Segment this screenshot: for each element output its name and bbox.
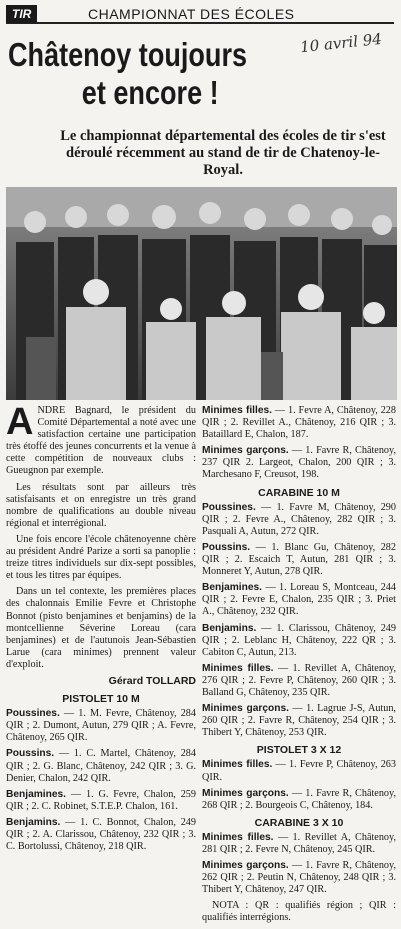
results-carabine-10m-title: CARABINE 10 M — [258, 486, 340, 499]
article-column-right — [202, 405, 396, 929]
results-note: NOTA : QR : qualifiés région ; QIR : qualifiés interrégions. — [202, 900, 396, 924]
result-entry: Poussines. — 1. M. Fevre, Châtenoy, 284 QIR ; 2. Dumont, Autun, 279 QIR ; A. Fevre, Châtenoy, 265 QIR. — [6, 708, 196, 744]
result-entry: Minimes garçons. — 1. Favre R, Châtenoy, 262 QIR ; 2. Peutin N, Châtenoy, 248 QIR ; 3. Thibert Y, Châtenoy, 247 QIR. — [202, 860, 396, 896]
result-entry: Poussins. — 1. Blanc Gu, Châtenoy, 282 QIR ; 2. Escaich T, Autun, 281 QIR ; 3. Monneret Y, Autun, 278 QIR. — [202, 541, 396, 578]
paragraph-2: Les résultats sont par ailleurs très satisfaisants et on enregistre un très grand nombre de qualifications au double niveau régional et interrégional. — [6, 481, 196, 529]
section-tag: TIR — [6, 5, 37, 23]
author-signature: Gérard TOLLARD — [108, 674, 196, 687]
results-pistolet-3x12-title: PISTOLET 3 X 12 — [256, 744, 342, 757]
paragraph-1: ANDRE Bagnard, le président du Comité Départemental a noté avec une satisfaction certaine une participation très étoffé des jeunes concurrents et la venue à cette compétition de nouveaux clubs : Gueugnon par exemple. — [6, 401, 196, 477]
result-entry: Minimes filles. — 1. Revillet A, Châtenoy, 276 QIR ; 2. Fevre P, Châtenoy, 260 QIR ; 3. Balland G, Châtenoy, 235 QIR. — [202, 662, 396, 698]
subheadline: Le championnat départemental des écoles de tir s'est déroulé récemment au stand de tir de Chatenoy-le-Royal. — [60, 128, 386, 178]
results-carabine-3x10-title: CARABINE 3 X 10 — [254, 816, 344, 829]
article-column-left — [6, 401, 196, 857]
result-entry: Benjamins. — 1. Clarissou, Châtenoy, 249 QIR ; 2. Leblanc H, Châtenoy, 222 QR ; 3. Cabiton C, Autun, 213. — [202, 622, 396, 658]
result-entry: Minimes garçons. — 1. Lagrue J-S, Autun, 260 QIR ; 2. Favre R, Châtenoy, 254 QIR ; 3. Thibert Y, Châtenoy, 253 QIR. — [202, 703, 396, 739]
headline-line-2: et encore ! — [81, 74, 219, 111]
result-entry: Minimes filles. — 1. Fevre A, Châtenoy, 228 QIR ; 2. Revillet A., Châtenoy, 216 QIR ; 3. Bataillard E, Chalon, 187. — [202, 405, 396, 441]
headline — [8, 36, 254, 112]
paragraph-3: Une fois encore l'école châtenoyenne chère au président André Parize a sorti sa panoplie : treize titres individuels sur dix-sept possibles, et tous les titres par équipes. — [6, 533, 196, 582]
headline-line-1: Châtenoy toujours — [8, 36, 248, 73]
group-photo-image — [6, 187, 397, 400]
result-entry: Benjamines. — 1. Loreau S, Montceau, 244 QIR ; 2. Fevre E, Chalon, 235 QIR ; 3. Priet A., Châtenoy, 232 QIR. — [202, 582, 396, 618]
section-title: CHAMPIONNAT DES ÉCOLES — [88, 6, 295, 22]
result-entry: Benjamines. — 1. G. Fevre, Chalon, 259 QIR ; 2. C. Robinet, S.T.E.P. Chalon, 161. — [6, 788, 196, 812]
result-entry: Poussins. — 1. C. Martel, Châtenoy, 284 QIR ; 2. G. Blanc, Châtenoy, 242 QIR ; 3. G. Denier, Chalon, 242 QIR. — [6, 748, 196, 784]
drop-cap: A — [6, 401, 34, 443]
result-entry: Minimes filles. — 1. Fevre P, Châtenoy, 263 QIR. — [202, 759, 396, 783]
result-entry: Benjamins. — 1. C. Bonnot, Chalon, 249 QIR ; 2. A. Clarissou, Châtenoy, 232 QIR ; 3. C. Bortolussi, Châtenoy, 218 QIR. — [6, 816, 196, 853]
result-entry: Poussines. — 1. Favre M, Châtenoy, 290 QIR ; 2. Fevre A., Châtenoy, 282 QIR ; 3. Pasquali A, Autun, 272 QIR. — [202, 501, 396, 537]
handwritten-date: 10 avril 94 — [299, 29, 383, 57]
results-pistolet-10m-title: PISTOLET 10 M — [62, 693, 140, 706]
paragraph-4: Dans un tel contexte, les premières places des chalonnais Emilie Fevre et Christophe Bonnot (pisto benjamines et benjamins) de la montcellienne Séverine Loreau (cara benjamines) et de l'autunois Jean-Sébastien Larue (cara minimes) prennent valeur d'exploit. — [6, 586, 196, 670]
section-header — [6, 4, 394, 24]
result-entry: Minimes garçons. — 1. Favre R, Châtenoy, 268 QIR ; 2. Bourgeois C, Châtenoy, 184. — [202, 787, 396, 811]
group-photo — [6, 187, 397, 400]
result-entry: Minimes garçons. — 1. Favre R, Châtenoy, 237 QIR 2. Largeot, Chalon, 200 QIR ; 3. Marchesano F, Creusot, 198. — [202, 445, 396, 481]
result-entry: Minimes filles. — 1. Revillet A, Châtenoy, 281 QIR ; 2. Fevre N, Châtenoy, 245 QIR. — [202, 831, 396, 855]
